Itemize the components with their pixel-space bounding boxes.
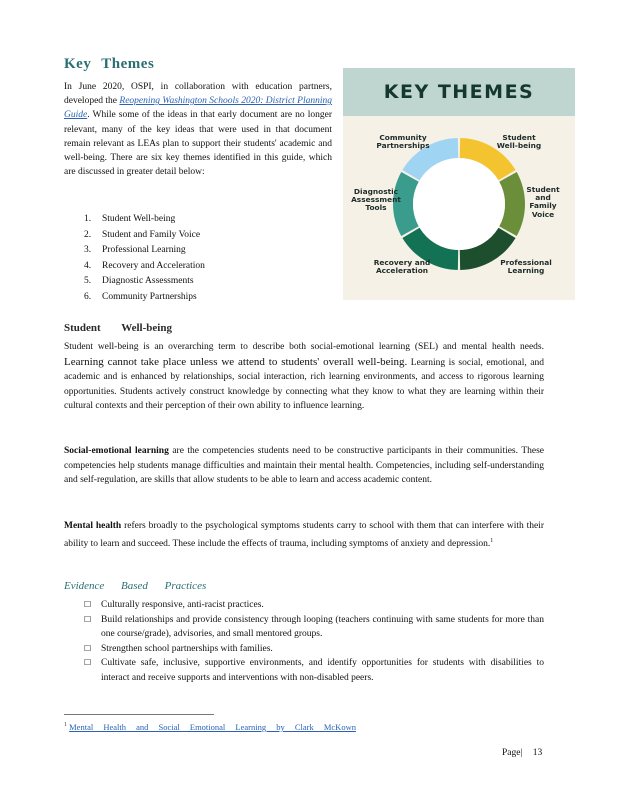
mental-health-term: Mental health bbox=[64, 521, 122, 531]
checkbox-icon: ☐ bbox=[84, 643, 92, 653]
sel-paragraph: Social-emotional learning are the competencies students need to be constructive participants in their communities. These competencies help students manage difficulties and maintain their mental health. Competencies, including self-understanding and self-regulation, are skills that allow students to be able to learn and access academic content. bbox=[64, 446, 545, 486]
list-item: ☐ Cultivate safe, inclusive, supportive environments, and identify opportunities for students with disabilities to interact and receive supports and interventions with non-disabled peers. bbox=[84, 656, 544, 685]
key-themes-graphic bbox=[343, 68, 575, 300]
checkbox-icon: ☐ bbox=[84, 614, 92, 624]
page-label: Page| bbox=[502, 748, 523, 758]
intro-paragraph bbox=[64, 80, 332, 179]
label-professional-learning: Professional Learning bbox=[500, 258, 552, 276]
list-item: ☐ Culturally responsive, anti-racist practices. bbox=[84, 598, 544, 613]
list-item: 6. Community Partnerships bbox=[84, 291, 197, 302]
planning-guide-link[interactable]: Reopening Washington Schools 2020: District Planning Guide bbox=[64, 96, 333, 121]
list-item: ☐ Build relationships and provide consistency through looping (teachers continuing with same students for more than one course/grade), advisories, and small mentored groups. bbox=[84, 613, 544, 642]
page-value: 13 bbox=[532, 748, 543, 758]
label-recovery: Recovery and Acceleration bbox=[373, 258, 431, 276]
list-item: 4. Recovery and Acceleration bbox=[84, 260, 205, 271]
emphasis-sentence: Learning cannot take place unless we attend to students' overall well-being. bbox=[64, 355, 408, 368]
checkbox-icon: ☐ bbox=[84, 600, 92, 609]
footnote-ref[interactable]: 1 bbox=[490, 537, 494, 544]
label-community: Community Partnerships bbox=[376, 133, 430, 151]
themes-list bbox=[84, 212, 334, 306]
intro-text-before: In June 2020, OSPI, in collaboration with education partners, developed the bbox=[64, 82, 332, 107]
evidence-list bbox=[84, 598, 544, 686]
footnote-number: 1 bbox=[64, 722, 67, 729]
list-item: ☐ Strengthen school partnerships with families. bbox=[84, 642, 544, 657]
list-item: 5. Diagnostic Assessments bbox=[84, 276, 194, 287]
wellbeing-paragraph: Student well-being is an overarching term to describe both social-emotional learning (SEL) and mental health needs. Learning cannot take place unless we attend to students' overall well-being. Learning is social, emotional, and academic and is enhanced by relationships, social interaction, rich learning environments, and access to rigorous learning opportunities. Students actively construct knowledge by connecting what they know to what they are learning within their cultural contexts and their perception of their own ability to influence learning. bbox=[64, 342, 544, 412]
label-family-voice: Student and Family Voice bbox=[526, 185, 560, 219]
ring-center bbox=[413, 158, 505, 250]
label-student-wellbeing: Student Well-being bbox=[496, 133, 542, 151]
list-item: 1. Student Well-being bbox=[84, 214, 176, 224]
evidence-heading: Evidence Based Practices bbox=[64, 580, 207, 592]
list-item: 2. Student and Family Voice bbox=[84, 229, 201, 240]
footnote bbox=[64, 722, 356, 732]
label-diagnostic: Diagnostic Assessment Tools bbox=[351, 187, 401, 213]
wellbeing-heading: Student Well-being bbox=[64, 322, 172, 334]
sel-term: Social-emotional learning bbox=[64, 446, 169, 456]
footnote-link[interactable]: Mental Health and Social Emotional Learning by Clark McKown bbox=[69, 722, 356, 732]
list-item: 3. Professional Learning bbox=[84, 245, 186, 256]
graphic-header bbox=[343, 68, 575, 116]
mental-health-paragraph: Mental health refers broadly to the psychological symptoms students carry to school with them that can interfere with their ability to learn and succeed. These include the effects of trauma, including symptoms of anxiety and depression.$^1$ bbox=[64, 521, 545, 549]
page-heading: Key Themes bbox=[64, 56, 155, 72]
graphic-title: KEY THEMES bbox=[383, 81, 535, 103]
page-number bbox=[502, 748, 542, 758]
intro-text-after: . While some of the ideas in that early document are no longer relevant, many of the key ideas that were used in that document remain relevant as LEAs plan to support their students' academic and well-being. There are six key themes identified in this guide, which are discussed in greater detail below: bbox=[64, 110, 332, 178]
footnote-divider bbox=[64, 714, 214, 715]
checkbox-icon: ☐ bbox=[84, 658, 92, 668]
